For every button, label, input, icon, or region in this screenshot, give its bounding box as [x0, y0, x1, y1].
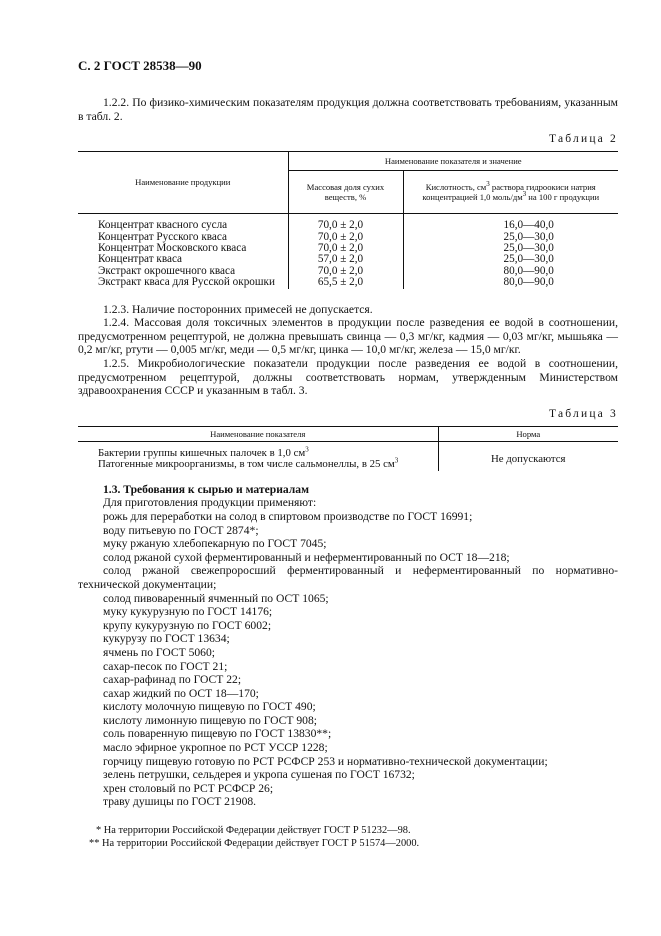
footnotes	[78, 825, 618, 850]
footnote: * На территории Российской Федерации действует ГОСТ Р 51232—98.	[96, 825, 411, 837]
list-item: хрен столовый по РСТ РСФСР 26;	[103, 781, 274, 795]
table-row: Концентрат квасного сусла 70,0 ± 2,0 16,0—40,0	[78, 214, 618, 232]
section-1-3-title: 1.3. Требования к сырью и материалам	[103, 482, 309, 496]
paragraph-1-2-3: 1.2.3. Наличие посторонних примесей не допускается.	[103, 302, 373, 316]
list-item: рожь для переработки на солод в спиртовом производстве по ГОСТ 16991;	[103, 509, 473, 523]
table-3-norm-value: Не допускаются	[438, 441, 618, 471]
list-item: зелень петрушки, сельдерея и укропа сушеная по ГОСТ 16732;	[103, 768, 415, 782]
list-item: муку ржаную хлебопекарную по ГОСТ 7045;	[103, 537, 327, 551]
list-item: солод ржаной сухой ферментированный и неферментированный по ОСТ 18—218;	[103, 550, 510, 564]
list-item: ячмень по ГОСТ 5060;	[103, 645, 215, 659]
table-3-header-indicator: Наименование показателя	[78, 426, 438, 441]
list-item: солод ржаной свежепроросший ферментированный и неферментированный по нормативно-технической документации;	[78, 564, 618, 591]
list-item: воду питьевую по ГОСТ 2874*;	[103, 523, 259, 537]
table-2-caption: Таблица 2	[549, 133, 618, 146]
list-item: масло эфирное укропное по РСТ УССР 1228;	[103, 741, 328, 755]
document-page	[78, 58, 618, 850]
list-item: солод пивоваренный ячменный по ОСТ 1065;	[103, 591, 329, 605]
paragraph-1-2-5: 1.2.5. Микробиологические показатели продукции после разведения ее водой в соотношении, предусмотренном рецептурой, должны соответствовать нормам, утвержденным Министерством здравоохранения СССР и указанным в табл. 3.	[78, 357, 618, 398]
table-2-header-acidity: Кислотность, $см^3$ раствора гидроокиси натрия концентрацией 1,0 моль/$дм^3$ на 100 г продукции	[403, 171, 618, 214]
table-row: Экстракт кваса для Русской окрошки 65,5 ± 2,0 80,0—90,0	[78, 277, 618, 288]
table-row	[78, 441, 618, 471]
list-item: соль поваренную пищевую по ГОСТ 13830**;	[103, 727, 332, 741]
table-row: Экстракт окрошечного кваса 70,0 ± 2,0 80,0—90,0	[78, 266, 618, 277]
table-row: Концентрат Московского кваса 70,0 ± 2,0 25,0—30,0	[78, 243, 618, 254]
table-row: Концентрат Русского кваса 70,0 ± 2,0 25,0—30,0	[78, 232, 618, 243]
list-item: кислоту лимонную пищевую по ГОСТ 908;	[103, 713, 317, 727]
list-item: сахар-рафинад по ГОСТ 22;	[103, 673, 242, 687]
list-item: сахар-песок по ГОСТ 21;	[103, 659, 228, 673]
paragraph-1-2-4: 1.2.4. Массовая доля токсичных элементов в продукции после разведения ее водой в соотношении, предусмотренном рецептурой, не должна превышать свинца — 0,3 мг/кг, кадмия — 0,03 мг/кг, мышьяка — 0,2 мг/кг, ртути — 0,005 мг/кг, меди — 0,5 мг/кг, цинка — 10,0 мг/кг, железа — 15,0 мг/кг.	[78, 316, 618, 357]
paragraph-1-2-2: 1.2.2. По физико-химическим показателям продукция должна соответствовать требованиям, указанным в табл. 2.	[78, 96, 618, 123]
table-3-header-norm: Норма	[438, 426, 618, 441]
table-2	[78, 151, 618, 288]
table-row: Концентрат кваса 57,0 ± 2,0 25,0—30,0	[78, 254, 618, 265]
list-intro: Для приготовления продукции применяют:	[103, 496, 317, 510]
table-3-indicators: Бактерии группы кишечных палочек в 1,0 $см^3$ Патогенные микроорганизмы, в том числе сальмонеллы, в 25 $см^3$	[98, 445, 399, 471]
list-item: крупу кукурузную по ГОСТ 6002;	[103, 618, 272, 632]
footnote: ** На территории Российской Федерации действует ГОСТ Р 51574—2000.	[89, 837, 420, 849]
table-3-caption: Таблица 3	[549, 407, 618, 420]
table-2-header-mass: Массовая доля сухих веществ, %	[288, 171, 403, 214]
table-2-header-group: Наименование показателя и значение	[288, 152, 618, 171]
materials-list	[78, 496, 618, 809]
list-item: кислоту молочную пищевую по ГОСТ 490;	[103, 700, 316, 714]
table-2-header-product: Наименование продукции	[78, 152, 288, 214]
list-item: муку кукурузную по ГОСТ 14176;	[103, 605, 273, 619]
list-item: горчицу пищевую готовую по РСТ РСФСР 253 и нормативно-технической документации;	[103, 754, 548, 768]
page-header: С. 2 ГОСТ 28538—90	[78, 58, 202, 73]
list-item: сахар жидкий по ОСТ 18—170;	[103, 686, 259, 700]
list-item: кукурузу по ГОСТ 13634;	[103, 632, 230, 646]
list-item: траву душицы по ГОСТ 21908.	[103, 795, 257, 809]
table-3	[78, 426, 618, 471]
